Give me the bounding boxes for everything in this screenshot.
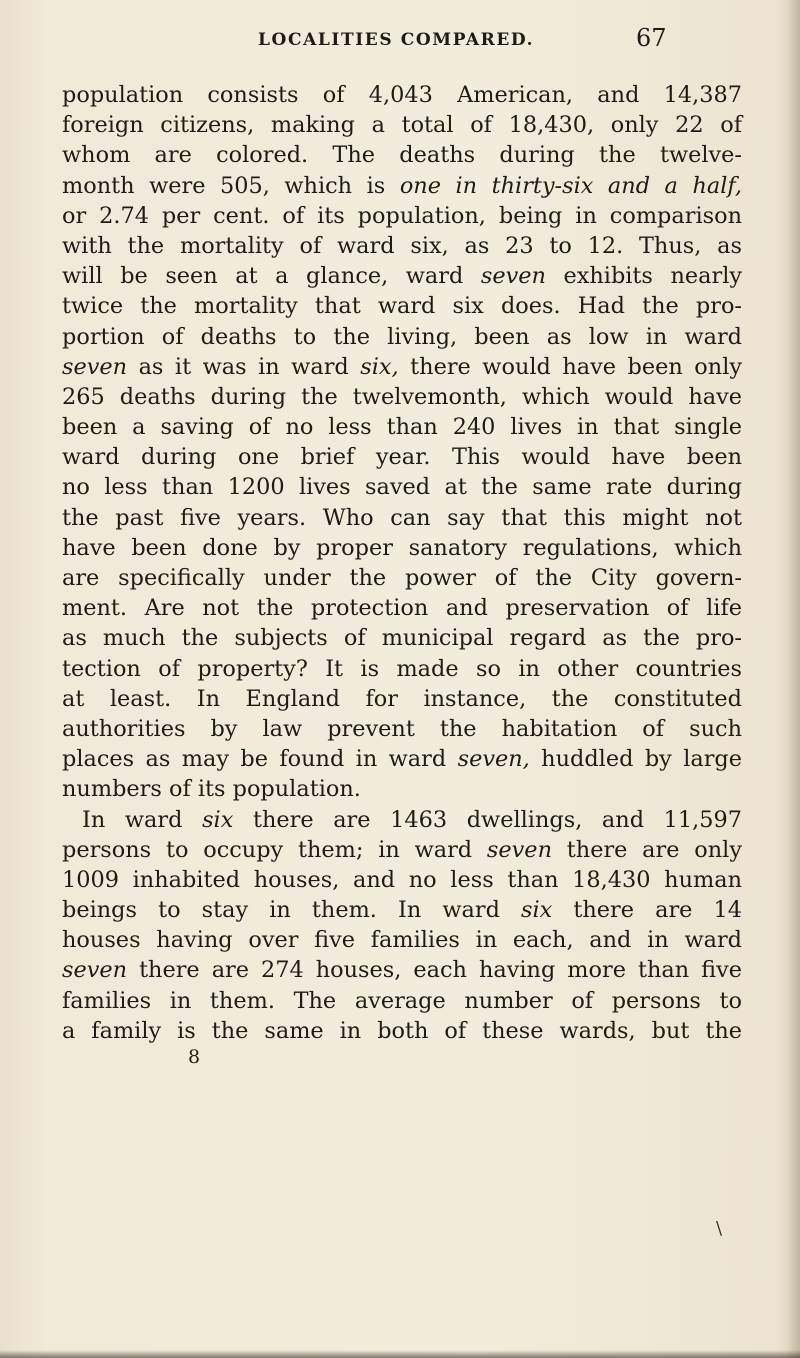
text-line	[62, 865, 742, 895]
stray-mark: \	[716, 1218, 723, 1239]
text-run: exhibits nearly	[545, 263, 742, 290]
emphasis: one in thirty-six and a half,	[399, 172, 742, 199]
text-run: ment. Are not the protection and preservation of life	[62, 595, 742, 622]
text-line	[62, 442, 742, 472]
text-line	[62, 533, 742, 563]
text-run: families in them. The average number of persons to	[62, 987, 742, 1014]
text-run: there are 274 houses, each having more than five	[127, 957, 742, 984]
text-line	[62, 412, 742, 442]
text-run: have been done by proper sanatory regulations, which	[62, 534, 742, 561]
text-run: are specifically under the power of the City govern-	[62, 565, 742, 591]
text-run: persons to occupy them; in ward	[62, 836, 487, 863]
text-run: ward during one brief year. This would have been	[62, 444, 742, 471]
text-run: or 2.74 per cent. of its population, being in comparison	[62, 202, 742, 229]
text-line	[62, 623, 742, 653]
text-run: houses having over five families in each, and in ward	[62, 927, 742, 954]
text-run: huddled by large	[529, 746, 742, 773]
text-run: with the mortality of ward six, as 23 to 12. Thus, as	[62, 232, 742, 259]
text-line	[62, 805, 742, 835]
text-run: foreign citizens, making a total of 18,430, only 22 of	[62, 112, 742, 139]
page-bottom-shadow	[0, 1350, 800, 1358]
text-run: 1009 inhabited houses, and no less than 18,430 human	[62, 866, 742, 893]
signature-mark: 8	[188, 1046, 201, 1068]
text-run: been a saving of no less than 240 lives in that single	[62, 414, 742, 441]
emphasis: seven	[486, 836, 552, 863]
text-line	[62, 382, 742, 412]
text-line	[62, 895, 742, 925]
emphasis: seven	[480, 263, 546, 290]
text-run: In ward	[82, 806, 203, 833]
text-run: authorities by law prevent the habitation of such	[62, 715, 742, 742]
emphasis: six	[521, 897, 553, 924]
text-line	[62, 291, 742, 321]
text-line	[62, 684, 742, 714]
text-run: no less than 1200 lives saved at the same rate during	[62, 474, 742, 501]
text-run: at least. In England for instance, the constituted	[62, 685, 742, 712]
text-run: population consists of 4,043 American, and 14,387	[62, 82, 742, 108]
body-text	[62, 80, 742, 1046]
text-line	[62, 593, 742, 623]
text-run: whom are colored. The deaths during the twelve-	[62, 142, 742, 169]
emphasis: seven,	[457, 746, 530, 773]
text-run: there are only	[551, 836, 742, 863]
text-run: as much the subjects of municipal regard as the pro-	[62, 625, 742, 652]
text-line	[62, 835, 742, 865]
text-line	[62, 472, 742, 502]
text-run: a family is the same in both of these wards, but the	[62, 1017, 742, 1044]
text-line	[62, 563, 742, 593]
emphasis: six,	[360, 353, 399, 380]
emphasis: six	[202, 806, 234, 833]
text-line	[62, 352, 742, 382]
running-head-title: LOCALITIES COMPARED.	[258, 30, 535, 50]
text-line	[62, 503, 742, 533]
text-run: twice the mortality that ward six does. Had the pro-	[62, 293, 742, 320]
text-line	[62, 140, 742, 170]
text-run: 265 deaths during the twelvemonth, which would have	[62, 383, 742, 410]
text-line	[62, 654, 742, 684]
page-number: 67	[636, 24, 667, 52]
text-run: there are 1463 dwellings, and 11,597	[233, 806, 742, 833]
text-run: numbers of its population.	[62, 776, 361, 803]
text-run: places as may be found in ward	[62, 746, 458, 773]
emphasis: seven	[62, 957, 128, 984]
running-head	[0, 24, 800, 60]
text-run: the past five years. Who can say that this might not	[62, 504, 742, 531]
text-line	[62, 744, 742, 774]
text-line	[62, 1016, 742, 1046]
text-run: month were 505, which is	[62, 172, 400, 199]
text-line	[62, 201, 742, 231]
text-line	[62, 80, 742, 110]
text-line	[62, 986, 742, 1016]
text-run: portion of deaths to the living, been as low in ward	[62, 323, 742, 350]
text-line	[62, 322, 742, 352]
text-run: beings to stay in them. In ward	[62, 897, 522, 924]
text-line	[62, 925, 742, 955]
text-line	[62, 714, 742, 744]
text-run: there are 14	[552, 897, 742, 924]
text-line	[62, 261, 742, 291]
emphasis: seven	[62, 353, 128, 380]
text-line	[62, 955, 742, 985]
text-run: as it was in ward	[127, 353, 361, 380]
text-line	[62, 774, 742, 804]
text-line	[62, 171, 742, 201]
text-run: tection of property? It is made so in other countries	[62, 655, 742, 682]
text-run: will be seen at a glance, ward	[62, 263, 481, 290]
text-run: there would have been only	[398, 353, 743, 380]
page-edge-shadow	[786, 0, 800, 1358]
text-line	[62, 231, 742, 261]
text-line	[62, 110, 742, 140]
